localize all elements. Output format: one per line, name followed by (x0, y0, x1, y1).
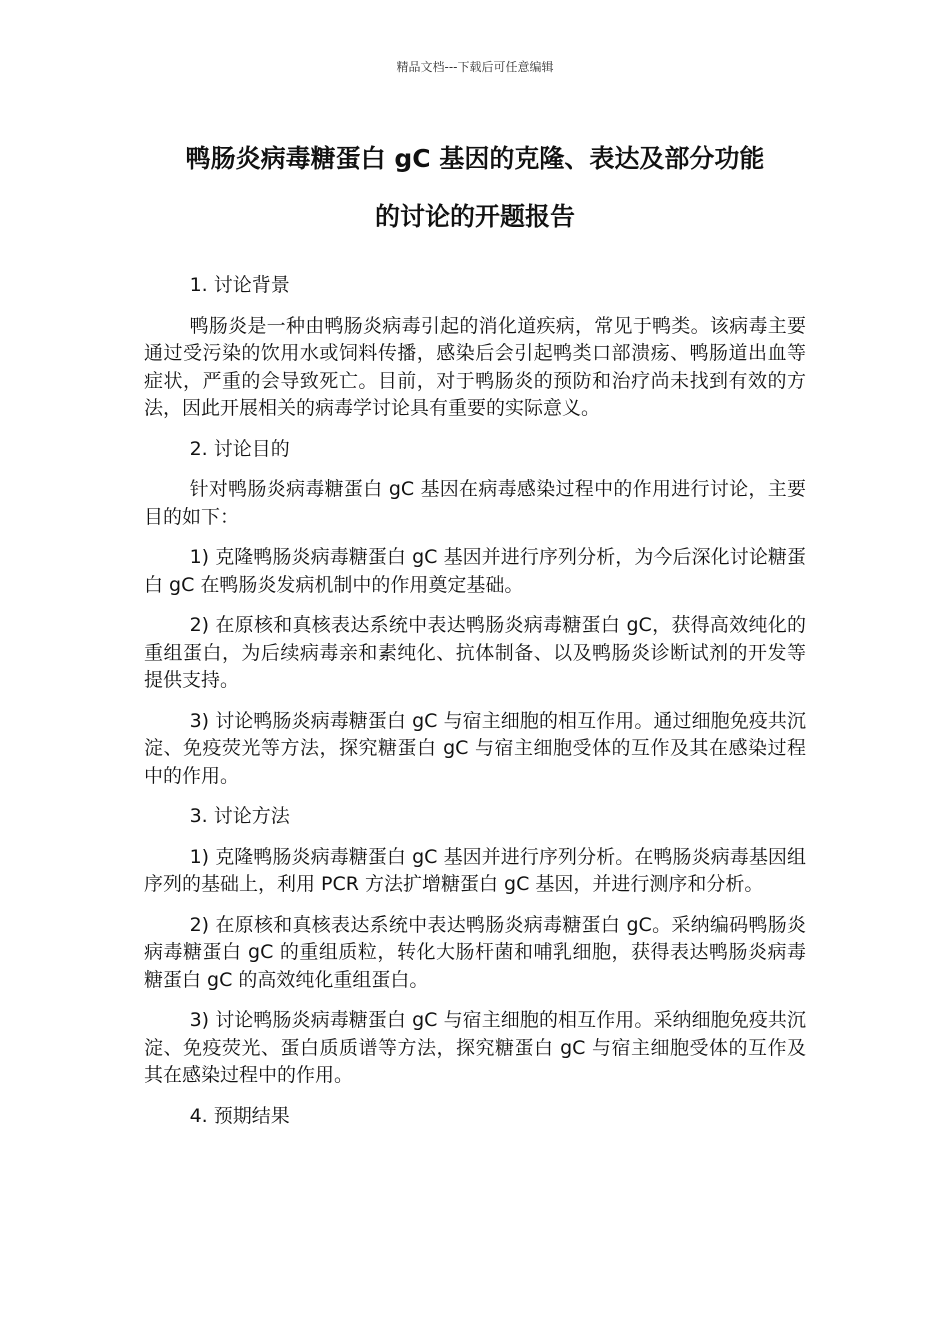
title-line-1: 鸭肠炎病毒糖蛋白 gC 基因的克隆、表达及部分功能 (185, 144, 765, 173)
section-heading-purpose: 2. 讨论目的 (189, 437, 290, 460)
title-line-2: 的讨论的开题报告 (374, 202, 575, 231)
section-heading-expected-results: 4. 预期结果 (189, 1104, 290, 1127)
paragraph-background: 鸭肠炎是一种由鸭肠炎病毒引起的消化道疾病，常见于鸭类。该病毒主要通过受污染的饮用水或饲料传播，感染后会引起鸭类口部溃疡、鸭肠道出血等症状，严重的会导致死亡。目前，对于鸭肠炎的预防和治疗尚未找到有效的方法，因此开展相关的病毒学讨论具有重要的实际意义。 (144, 314, 806, 419)
paragraph-method-item-2: 2) 在原核和真核表达系统中表达鸭肠炎病毒糖蛋白 gC。采纳编码鸭肠炎病毒糖蛋白 gC 的重组质粒，转化大肠杆菌和哺乳细胞，获得表达鸭肠炎病毒糖蛋白 gC 的高效纯化重组蛋白。 (144, 913, 806, 991)
paragraph-purpose-intro: 针对鸭肠炎病毒糖蛋白 gC 基因在病毒感染过程中的作用进行讨论，主要目的如下： (144, 478, 806, 528)
paragraph-method-item-1: 1) 克隆鸭肠炎病毒糖蛋白 gC 基因并进行序列分析。在鸭肠炎病毒基因组序列的基础上，利用 PCR 方法扩增糖蛋白 gC 基因，并进行测序和分析。 (144, 845, 806, 895)
paragraph-purpose-item-1: 1) 克隆鸭肠炎病毒糖蛋白 gC 基因并进行序列分析，为今后深化讨论糖蛋白 gC 在鸭肠炎发病机制中的作用奠定基础。 (144, 546, 806, 596)
document-body (144, 272, 806, 1143)
section-heading-background: 1. 讨论背景 (189, 274, 290, 296)
section-heading-methods: 3. 讨论方法 (189, 805, 290, 827)
paragraph-purpose-item-2: 2) 在原核和真核表达系统中表达鸭肠炎病毒糖蛋白 gC，获得高效纯化的重组蛋白，为后续病毒亲和素纯化、抗体制备、以及鸭肠炎诊断试剂的开发等提供支持。 (144, 614, 806, 691)
document-title (144, 130, 806, 246)
paragraph-method-item-3: 3) 讨论鸭肠炎病毒糖蛋白 gC 与宿主细胞的相互作用。采纳细胞免疫共沉淀、免疫荧光、蛋白质质谱等方法，探究糖蛋白 gC 与宿主细胞受体的互作及其在感染过程中的作用。 (144, 1009, 806, 1086)
paragraph-purpose-item-3: 3) 讨论鸭肠炎病毒糖蛋白 gC 与宿主细胞的相互作用。通过细胞免疫共沉淀、免疫荧光等方法，探究糖蛋白 gC 与宿主细胞受体的互作及其在感染过程中的作用。 (144, 709, 806, 787)
header-note: 精品文档---下载后可任意编辑 (396, 60, 554, 74)
